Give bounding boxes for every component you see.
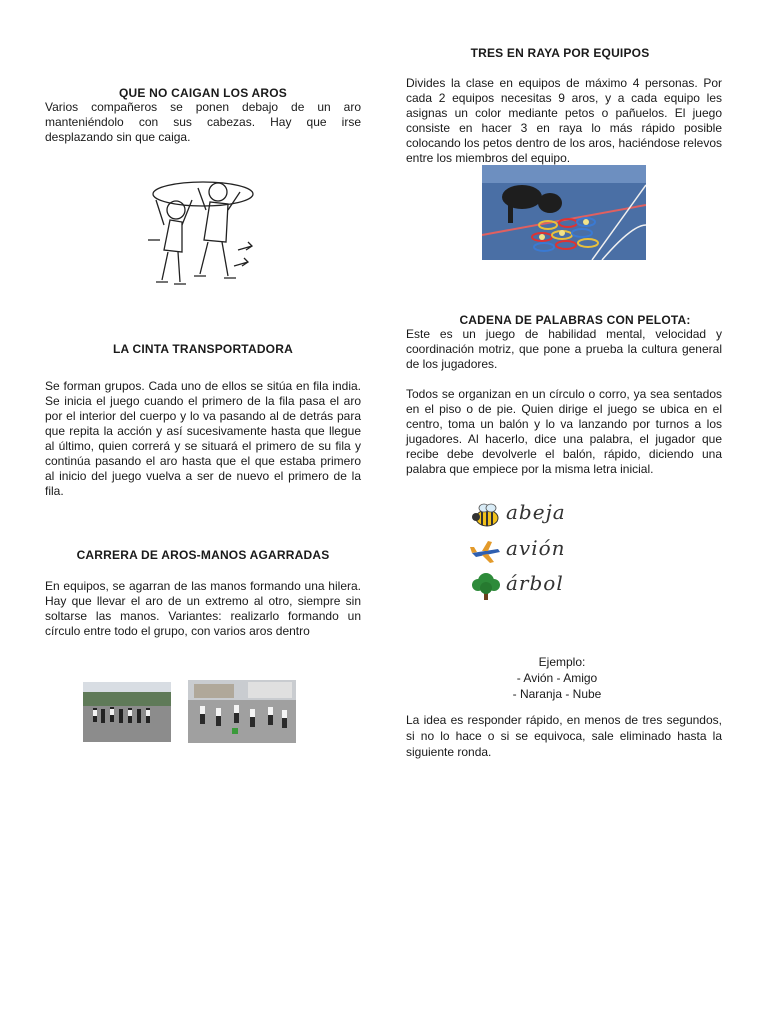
- bee-icon: [470, 503, 502, 529]
- section-carrera-aros: [45, 548, 361, 639]
- section-cinta-transportadora: [45, 342, 361, 499]
- section-text: En equipos, se agarran de las manos formando una hilera. Hay que llevar el aro de un extremo al otro, siempre sin soltarse las manos. Variantes: realizarlo formando un círculo entre todo el grupo, con varios aros dentro: [45, 579, 361, 638]
- airplane-icon: [470, 539, 502, 565]
- photo-tres-en-raya: [482, 165, 646, 260]
- section-title: CARRERA DE AROS-MANOS AGARRADAS: [76, 548, 330, 562]
- section-title: CADENA DE PALABRAS CON PELOTA:: [459, 313, 691, 327]
- section-text-rules: Todos se organizan en un círculo o corro, ya sea sentados en el piso o de pie. Quien dirige el juego se ubica en el centro, toma un balón y lo va lanzando por turnos a los jugadores. Al hacerlo, dice una palabra, el jugador que recibe debe devolverle el balón, rápido, diciendo una palabra que empiece por la misma letra inicial.: [406, 387, 722, 476]
- section-cadena-palabras: [406, 313, 722, 477]
- hoop-drawing: [148, 170, 258, 298]
- word-avion: avión: [506, 536, 566, 560]
- section-text: Se forman grupos. Cada uno de ellos se sitúa en fila india. Se inicia el juego cuando el primero de la fila pasa el aro por el interior del cuerpo y lo va pasando al de detrás para que repita la acción y así sucesivamente hasta que llegue al último, quien correrá y se situará el primero de su fila y continúa pasando el aro hasta que el que estaba primero al inicio del juego vuelva a ser de nuevo el primero de la fila.: [45, 379, 361, 498]
- word-row-abeja: [470, 500, 600, 530]
- closing-text: La idea es responder rápido, en menos de tres segundos, si no lo hace o si se equivoca, sale eliminado hasta la siguiente ronda.: [406, 713, 722, 759]
- example-line-1: - Avión - Amigo: [516, 671, 598, 685]
- section-title: TRES EN RAYA POR EQUIPOS: [470, 46, 650, 60]
- photo-playground-2: [188, 680, 296, 743]
- word-row-avion: [470, 536, 600, 566]
- section-title: LA CINTA TRANSPORTADORA: [113, 342, 293, 356]
- section-title: QUE NO CAIGAN LOS AROS: [119, 86, 287, 100]
- example-line-2: - Naranja - Nube: [512, 687, 602, 701]
- photo-playground-1: [83, 682, 171, 742]
- section-text: Divides la clase en equipos de máximo 4 personas. Por cada 2 equipos necesitas 9 aros, y a cada equipo les asignas un color mediante petos o pañuelos. El juego consiste en hacer 3 en raya lo más rápido posible colocando los petos dentro de los aros, haciéndose relevos entre los miembros del equipo.: [406, 76, 722, 165]
- section-text-intro: Este es un juego de habilidad mental, velocidad y coordinación motriz, que pone a prueba la cultura general de los jugadores.: [406, 327, 722, 371]
- word-arbol: árbol: [506, 571, 564, 595]
- tree-icon: [470, 571, 502, 601]
- closing-paragraph: [406, 712, 722, 760]
- example-title: Ejemplo:: [538, 655, 586, 669]
- example-block: [406, 654, 722, 702]
- section-tres-en-raya: [406, 46, 722, 166]
- word-abeja: abeja: [506, 500, 566, 524]
- word-row-arbol: [470, 571, 600, 601]
- section-que-no-caigan: [45, 86, 361, 145]
- section-text: Varios compañeros se ponen debajo de un aro manteniéndolo con sus cabezas. Hay que irse desplazando sin que caiga.: [45, 100, 361, 144]
